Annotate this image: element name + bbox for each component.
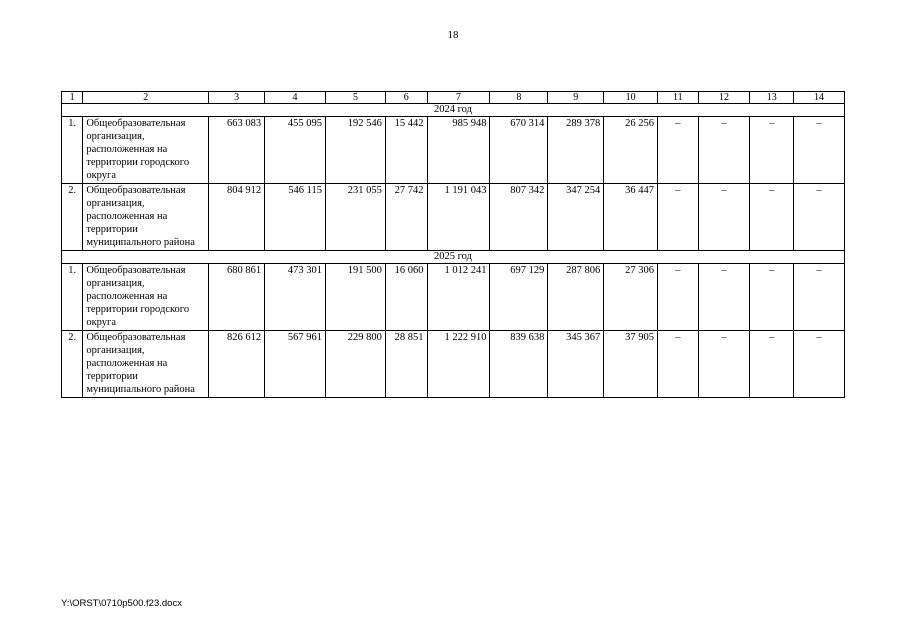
value-cell: 546 115 <box>265 184 326 251</box>
value-cell: 807 342 <box>490 184 548 251</box>
value-cell: 985 948 <box>427 117 490 184</box>
empty-value-cell: – <box>658 117 699 184</box>
value-cell: 37 905 <box>604 331 658 398</box>
column-number-cell: 14 <box>794 92 845 104</box>
column-number-cell: 4 <box>265 92 326 104</box>
empty-value-cell: – <box>698 264 750 331</box>
value-cell: 670 314 <box>490 117 548 184</box>
value-cell: 287 806 <box>548 264 604 331</box>
value-cell: 28 851 <box>385 331 427 398</box>
empty-value-cell: – <box>750 117 794 184</box>
column-number-cell: 1 <box>62 92 83 104</box>
value-cell: 804 912 <box>209 184 265 251</box>
value-cell: 1 222 910 <box>427 331 490 398</box>
column-number-cell: 10 <box>604 92 658 104</box>
value-cell: 26 256 <box>604 117 658 184</box>
row-index-cell: 2. <box>62 184 83 251</box>
empty-value-cell: – <box>658 184 699 251</box>
empty-value-cell: – <box>658 331 699 398</box>
column-number-cell: 2 <box>83 92 209 104</box>
year-label: 2024 год <box>62 104 845 117</box>
page-number: 18 <box>447 29 459 41</box>
empty-value-cell: – <box>794 117 845 184</box>
column-number-cell: 5 <box>326 92 386 104</box>
value-cell: 229 800 <box>326 331 386 398</box>
row-index-cell: 1. <box>62 264 83 331</box>
empty-value-cell: – <box>698 117 750 184</box>
value-cell: 347 254 <box>548 184 604 251</box>
value-cell: 697 129 <box>490 264 548 331</box>
organization-name-cell: Общеобразовательная организация, расположенная на территории городского округа <box>83 264 209 331</box>
column-number-cell: 8 <box>490 92 548 104</box>
column-number-cell: 12 <box>698 92 750 104</box>
organization-name-cell: Общеобразовательная организация, расположенная на территории муниципального района <box>83 184 209 251</box>
value-cell: 1 191 043 <box>427 184 490 251</box>
organization-name-cell: Общеобразовательная организация, расположенная на территории городского округа <box>83 117 209 184</box>
empty-value-cell: – <box>750 331 794 398</box>
empty-value-cell: – <box>698 331 750 398</box>
column-number-row <box>62 92 845 104</box>
year-row <box>62 104 845 117</box>
value-cell: 192 546 <box>326 117 386 184</box>
value-cell: 455 095 <box>265 117 326 184</box>
value-cell: 231 055 <box>326 184 386 251</box>
year-row <box>62 251 845 264</box>
file-path-footer: Y:\ORST\0710p500.f23.docx <box>61 598 182 609</box>
table-row <box>62 117 845 184</box>
empty-value-cell: – <box>750 264 794 331</box>
column-number-cell: 3 <box>209 92 265 104</box>
organization-name-cell: Общеобразовательная организация, расположенная на территории муниципального района <box>83 331 209 398</box>
value-cell: 27 306 <box>604 264 658 331</box>
column-number-cell: 7 <box>427 92 490 104</box>
value-cell: 36 447 <box>604 184 658 251</box>
column-number-cell: 6 <box>385 92 427 104</box>
value-cell: 1 012 241 <box>427 264 490 331</box>
column-number-cell: 11 <box>658 92 699 104</box>
column-number-cell: 9 <box>548 92 604 104</box>
empty-value-cell: – <box>698 184 750 251</box>
value-cell: 567 961 <box>265 331 326 398</box>
table-row <box>62 264 845 331</box>
value-cell: 191 500 <box>326 264 386 331</box>
value-cell: 663 083 <box>209 117 265 184</box>
empty-value-cell: – <box>658 264 699 331</box>
table-row <box>62 184 845 251</box>
table-row <box>62 331 845 398</box>
value-cell: 15 442 <box>385 117 427 184</box>
row-index-cell: 1. <box>62 117 83 184</box>
empty-value-cell: – <box>750 184 794 251</box>
value-cell: 345 367 <box>548 331 604 398</box>
column-number-cell: 13 <box>750 92 794 104</box>
value-cell: 27 742 <box>385 184 427 251</box>
value-cell: 289 378 <box>548 117 604 184</box>
empty-value-cell: – <box>794 264 845 331</box>
value-cell: 16 060 <box>385 264 427 331</box>
value-cell: 680 861 <box>209 264 265 331</box>
empty-value-cell: – <box>794 184 845 251</box>
value-cell: 839 638 <box>490 331 548 398</box>
year-label: 2025 год <box>62 251 845 264</box>
empty-value-cell: – <box>794 331 845 398</box>
data-table <box>61 91 845 398</box>
value-cell: 473 301 <box>265 264 326 331</box>
row-index-cell: 2. <box>62 331 83 398</box>
value-cell: 826 612 <box>209 331 265 398</box>
